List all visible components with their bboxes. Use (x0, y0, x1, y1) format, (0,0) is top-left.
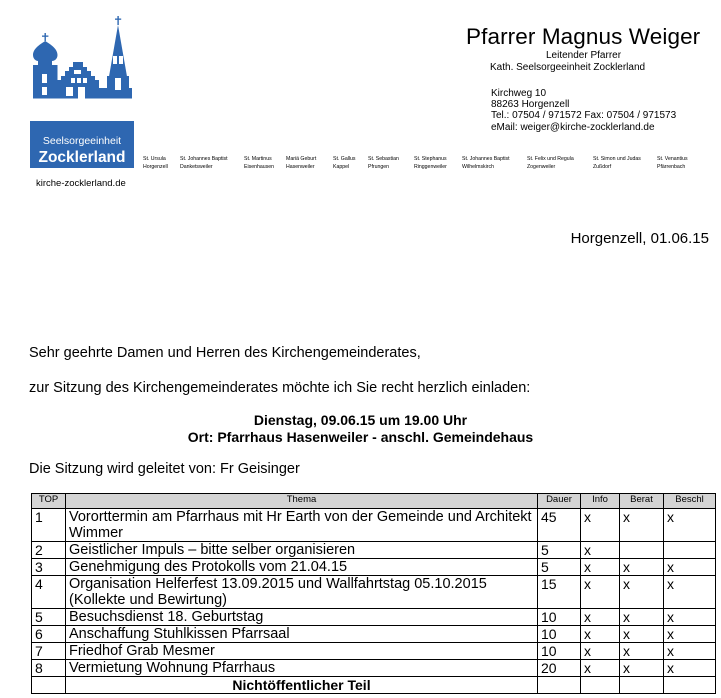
cell-thema: Geistlicher Impuls – bitte selber organisieren (66, 542, 538, 559)
table-row (32, 626, 716, 643)
closed-section-label: Nichtöffentlicher Teil (66, 677, 538, 694)
cell-top (32, 677, 66, 694)
cell-berat (620, 677, 664, 694)
cell-beschl: x (664, 626, 716, 643)
invitation-text: zur Sitzung des Kirchengemeinderates möchte ich Sie recht herzlich einladen: (29, 380, 531, 396)
table-row (32, 643, 716, 660)
cell-info: x (581, 542, 620, 559)
cell-beschl: x (664, 509, 716, 542)
cell-dauer: 10 (538, 609, 581, 626)
parish-place: Wilhelmskirch (462, 164, 494, 170)
parish-saint: Mariä Geburt (286, 156, 317, 162)
parish-item (333, 155, 356, 171)
cell-beschl (664, 542, 716, 559)
parish-saint: St. Sebastian (368, 156, 399, 162)
parish-item (368, 155, 399, 171)
cell-thema: Anschaffung Stuhlkissen Pfarrsaal (66, 626, 538, 643)
cell-beschl: x (664, 576, 716, 609)
parish-saint: St. Gallus (333, 156, 356, 162)
phone-fax: Tel.: 07504 / 971572 Fax: 07504 / 971573 (491, 110, 677, 121)
email-address: eMail: weiger@kirche-zocklerland.de (491, 122, 655, 133)
parish-item (180, 155, 228, 171)
cell-dauer: 10 (538, 643, 581, 660)
cell-dauer: 5 (538, 542, 581, 559)
col-header-beschl: Beschl (664, 494, 716, 509)
cell-info: x (581, 626, 620, 643)
pastor-name: Pfarrer Magnus Weiger (466, 24, 701, 49)
cell-berat: x (620, 626, 664, 643)
cell-beschl (664, 677, 716, 694)
cell-berat: x (620, 609, 664, 626)
logo-line2: Zocklerland (38, 149, 126, 166)
cell-beschl: x (664, 660, 716, 677)
cell-thema: Friedhof Grab Mesmer (66, 643, 538, 660)
parish-saint: St. Ursula (143, 156, 166, 162)
cell-beschl: x (664, 609, 716, 626)
cell-thema: Genehmigung des Protokolls vom 21.04.15 (66, 559, 538, 576)
cell-berat (620, 542, 664, 559)
closed-section-row (32, 677, 716, 694)
parish-place: Pfrungen (368, 164, 390, 170)
cell-dauer: 15 (538, 576, 581, 609)
parish-saint: St. Martinus (244, 156, 272, 162)
address-zip-city: 88263 Horgenzell (491, 99, 570, 110)
cell-info: x (581, 509, 620, 542)
cell-top: 5 (32, 609, 66, 626)
cell-top: 6 (32, 626, 66, 643)
cell-dauer (538, 677, 581, 694)
cell-info: x (581, 559, 620, 576)
parish-saint: St. Simon und Judas (593, 156, 641, 162)
cell-berat: x (620, 643, 664, 660)
cell-info: x (581, 660, 620, 677)
salutation: Sehr geehrte Damen und Herren des Kirchengemeinderates, (29, 345, 421, 361)
meeting-chair: Die Sitzung wird geleitet von: Fr Geisinger (29, 461, 300, 477)
parish-place: Zogenweiler (527, 164, 556, 170)
cell-dauer: 10 (538, 626, 581, 643)
address-street: Kirchweg 10 (491, 88, 547, 99)
cell-top: 8 (32, 660, 66, 677)
col-header-top: TOP (32, 494, 66, 509)
parish-place: Eisenhausen (244, 164, 274, 170)
meeting-time: Dienstag, 09.06.15 um 19.00 Uhr (253, 412, 468, 428)
logo-line1: Seelsorgeeinheit (42, 135, 122, 147)
parish-place: Hasenweiler (286, 164, 315, 170)
cell-berat: x (620, 660, 664, 677)
table-row (32, 660, 716, 677)
cell-top: 4 (32, 576, 66, 609)
parish-saint: St. Johannes Baptist (462, 156, 510, 162)
col-header-berat: Berat (620, 494, 664, 509)
cell-dauer: 20 (538, 660, 581, 677)
parish-place: Kappel (333, 164, 350, 170)
parish-item (593, 155, 641, 171)
table-row (32, 559, 716, 576)
cell-info: x (581, 609, 620, 626)
parish-item (527, 155, 574, 171)
cell-thema: Besuchsdienst 18. Geburtstag (66, 609, 538, 626)
cell-thema: Organisation Helferfest 13.09.2015 und Wallfahrtstag 05.10.2015 (Kollekte und Bewirtung) (66, 576, 538, 609)
parish-item (143, 155, 168, 171)
cell-top: 7 (32, 643, 66, 660)
col-header-info: Info (581, 494, 620, 509)
parish-item (657, 155, 688, 171)
parish-place: Zußdorf (593, 164, 612, 170)
parish-saint: St. Felix und Regula (527, 156, 574, 162)
agenda-header-row (32, 494, 716, 509)
cell-dauer: 5 (538, 559, 581, 576)
cell-berat: x (620, 576, 664, 609)
parish-item (462, 155, 510, 171)
parish-saint: St. Venantius (657, 156, 688, 162)
col-header-thema: Thema (66, 494, 538, 509)
cell-berat: x (620, 559, 664, 576)
pastoral-unit: Kath. Seelsorgeeinheit Zocklerland (490, 62, 646, 73)
cell-info: x (581, 643, 620, 660)
parish-item (414, 155, 447, 171)
parish-saint: St. Johannes Baptist (180, 156, 228, 162)
parish-saint: St. Stephanus (414, 156, 447, 162)
agenda-table (31, 493, 716, 694)
table-row (32, 542, 716, 559)
parish-item (244, 155, 274, 171)
cell-thema: Vermietung Wohnung Pfarrhaus (66, 660, 538, 677)
cell-info (581, 677, 620, 694)
letter-date: Horgenzell, 01.06.15 (570, 230, 709, 247)
cell-top: 1 (32, 509, 66, 542)
cell-info: x (581, 576, 620, 609)
cell-beschl: x (664, 643, 716, 660)
website-label: kirche-zocklerland.de (36, 178, 126, 189)
cell-beschl: x (664, 559, 716, 576)
col-header-dauer: Dauer (538, 494, 581, 509)
parish-place: Ringgenweiler (414, 164, 447, 170)
parish-item (286, 155, 316, 171)
cell-top: 3 (32, 559, 66, 576)
cell-berat: x (620, 509, 664, 542)
meeting-place: Ort: Pfarrhaus Hasenweiler - anschl. Gemeindehaus (187, 429, 534, 445)
cell-dauer: 45 (538, 509, 581, 542)
pastor-role: Leitender Pfarrer (546, 50, 622, 61)
cell-thema: Vororttermin am Pfarrhaus mit Hr Earth von der Gemeinde und Architekt Wimmer (66, 509, 538, 542)
parish-place: Horgenzell (143, 164, 168, 170)
table-row (32, 509, 716, 542)
parish-place: Danketsweiler (180, 164, 213, 170)
table-row (32, 576, 716, 609)
cell-top: 2 (32, 542, 66, 559)
zocklerland-logo (30, 16, 134, 174)
table-row (32, 609, 716, 626)
parish-place: Pfärrenbach (657, 164, 686, 170)
